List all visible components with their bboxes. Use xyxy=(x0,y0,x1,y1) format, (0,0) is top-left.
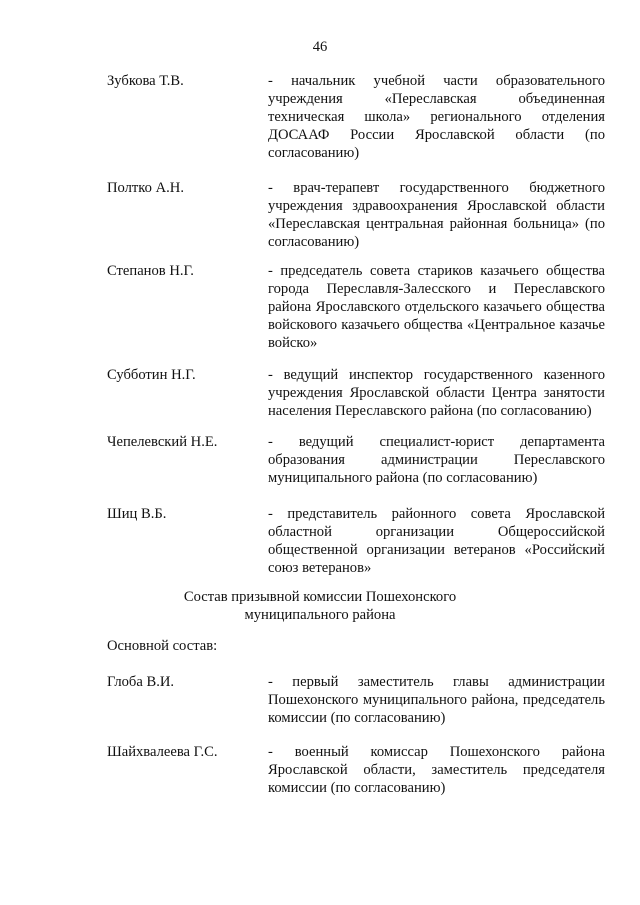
member-name: Шайхвалеева Г.С. xyxy=(107,744,218,760)
member-name: Глоба В.И. xyxy=(107,674,175,690)
member-role: - военный комиссар Пошехонского района Ярославской области, заместитель председателя комиссии (по согласованию) xyxy=(268,744,605,796)
section-subheading: Основной состав: xyxy=(107,638,218,654)
member-name: Степанов Н.Г. xyxy=(107,263,194,279)
section-title-line: муниципального района xyxy=(244,607,396,623)
section-title xyxy=(0,588,640,624)
member-name: Субботин Н.Г. xyxy=(107,367,196,383)
member-role: - председатель совета стариков казачьего общества города Переславля-Залесского и Переславского района Ярославского отдельского казачьего общества войскового казачьего общества «Центральное казачье войско» xyxy=(268,263,605,351)
member-name: Шиц В.Б. xyxy=(107,506,167,522)
member-name: Зубкова Т.В. xyxy=(107,73,184,89)
member-role: - ведущий специалист-юрист департамента образования администрации Переславского муниципального района (по согласованию) xyxy=(268,434,605,486)
member-name: Полтко А.Н. xyxy=(107,180,184,196)
member-name: Чепелевский Н.Е. xyxy=(107,434,218,450)
section-title-line: Состав призывной комиссии Пошехонского xyxy=(183,589,457,605)
member-role: - представитель районного совета Ярославской областной организации Общероссийской общественной организации ветеранов «Российский союз ветеранов» xyxy=(268,506,605,576)
member-role: - врач-терапевт государственного бюджетного учреждения здравоохранения Ярославской области «Переславская центральная районная больница» (по согласованию) xyxy=(268,180,605,250)
member-role: - ведущий инспектор государственного казенного учреждения Ярославской области Центра занятости населения Переславского района (по согласованию) xyxy=(268,367,605,419)
member-role: - первый заместитель главы администрации Пошехонского муниципального района, председатель комиссии (по согласованию) xyxy=(268,674,605,726)
page-number: 46 xyxy=(312,39,328,55)
member-role: - начальник учебной части образовательного учреждения «Переславская объединенная техническая школа» регионального отделения ДОСААФ России Ярославской области (по согласованию) xyxy=(268,73,605,161)
